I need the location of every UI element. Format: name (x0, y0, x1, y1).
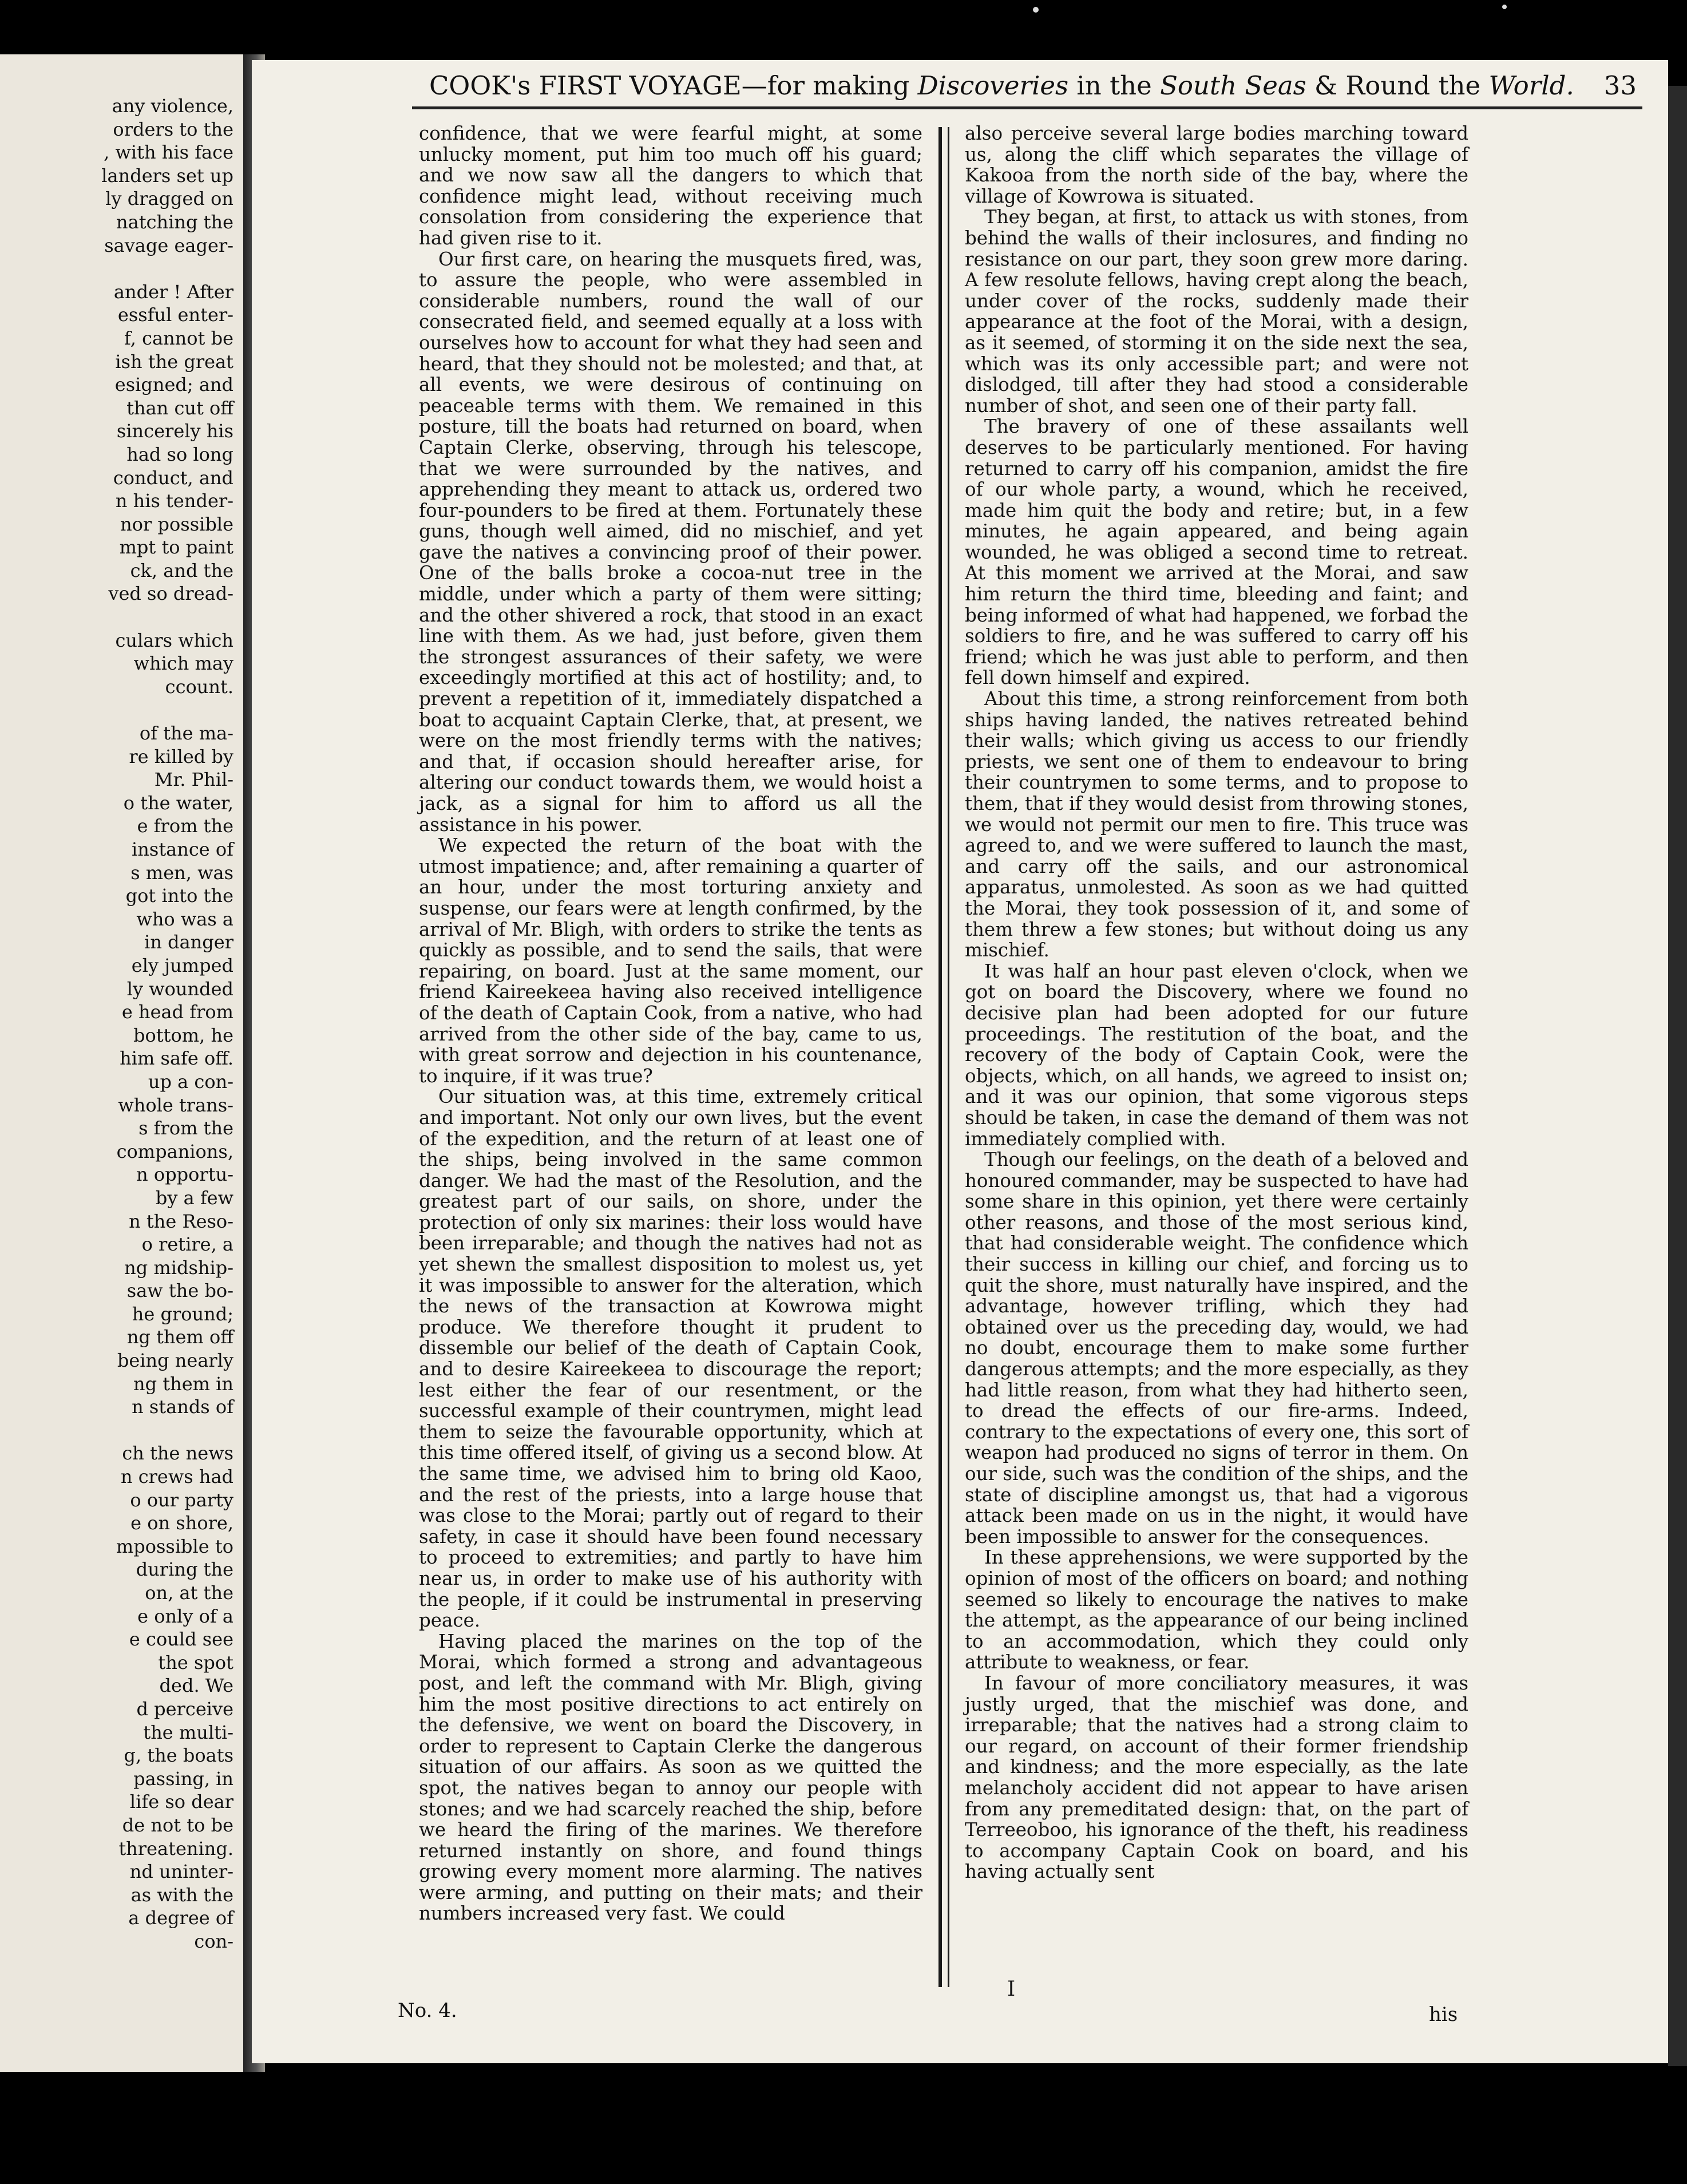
title-italic: World. (1488, 70, 1574, 101)
scan-speck (1502, 5, 1507, 9)
paragraph: also perceive several large bodies marching toward us, along the cliff which separates the village of Kakooa from the north side of the bay, where the village of Kowrowa is situated. (965, 122, 1468, 207)
paragraph: The bravery of one of these assailants well deserves to be particularly mentioned. For having returned to carry off his companion, amidst the fire of our whole party, a wound, which he received, made him quit the body and retire; but, in a few minutes, he again appeared, and being again wounded, he was obliged a second time to retreat. At this moment we arrived at the Morai, and saw him return the third time, bleeding and faint; and being informed of what had happened, we forbad the soldiers to fire, and he was suffered to carry off his friend; which he was just able to perform, and then fell down himself and expired. (965, 416, 1468, 689)
left-text-column (419, 123, 922, 1924)
signature-mark: I (1007, 1977, 1016, 2001)
title-text: in the (1068, 70, 1161, 101)
title-italic: Discoveries (917, 70, 1069, 101)
title-text: COOK's FIRST VOYAGE—for making (429, 70, 918, 101)
page-number: 33 (1603, 70, 1637, 101)
scan-speck (1033, 7, 1039, 13)
paragraph: Though our feelings, on the death of a beloved and honoured commander, may be suspected to have had some share in this opinion, yet there were certainly other reasons, and those of the most serious kind, that had considerable weight. The confidence which their success in killing our chief, and forcing us to quit the shore, must naturally have inspired, and the advantage, however trifling, which they had obtained over us the preceding day, would, we had no doubt, encourage them to make some further dangerous attempts; and the more especially, as they had little reason, from what they had hitherto seen, to dread the effects of our fire-arms. Indeed, contrary to the expectations of every one, this sort of weapon had produced no signs of terror in them. On our side, such was the condition of the ships, and the state of discipline amongst us, that had a vigorous attack been made on us in the night, it would have been impossible to answer for the consequences. (965, 1149, 1468, 1548)
header-rule (412, 106, 1642, 109)
paragraph: It was half an hour past eleven o'clock, when we got on board the Discovery, where we found no decisive plan had been adopted for our future proceedings. The restitution of the boat, and the recovery of the body of Captain Cook, were the objects, which, on all hands, we agreed to insist on; and it was our opinion, that some vigorous steps should be taken, in case the demand of them was not immediately complied with. (965, 960, 1468, 1150)
column-divider (938, 127, 942, 1987)
title-italic: South Seas (1160, 70, 1306, 101)
running-title (429, 70, 1574, 101)
facing-page-text: any violence, orders to the , with his face landers set up ly dragged on natching the savage eager- ander ! After essful enter- f, cannot be ish the great esigned; and than cut off sincerely his had so long conduct, and n his tender- nor possible mpt to paint ck, and the ved so dread- culars which which may ccount. of the ma- re killed by Mr. Phil- o the water, e from the instance of s men, was got into the who was a in danger ely jumped ly wounded e head from bottom, he him safe off. up a con- whole trans- s from the companions, n opportu- by a few n the Reso- o retire, a ng midship- saw the bo- he ground; ng them off being nearly ng them in n stands of ch the news n crews had o our party e on shore, mpossible to during the on, at the e only of a e could see the spot ded. We d perceive the multi- g, the boats passing, in life so dear de not to be threatening. nd uninter- as with the a degree of con- (101, 95, 233, 1952)
paragraph: About this time, a strong reinforcement from both ships having landed, the natives retreated behind their walls; which giving us access to our friendly priests, we sent one of them to endeavour to bring their countrymen to some terms, and to propose to them, that if they would desist from throwing stones, we would not permit our men to fire. This truce was agreed to, and we were suffered to launch the mast, and carry off the sails, and our astronomical apparatus, unmolested. As soon as we had quitted the Morai, they took possession of it, and some of them threw a few stones; but without doing us any mischief. (965, 688, 1468, 962)
paragraph: In favour of more conciliatory measures, it was justly urged, that the mischief was done, and irreparable; that the natives had a strong claim to our regard, on account of their former friendship and kindness; and the more especially, as the late melancholy accident did not appear to have arisen from any premeditated design: that, on the part of Terreeoboo, his ignorance of the theft, his readiness to accompany Captain Cook on board, and his having actually sent (965, 1672, 1468, 1883)
paragraph: Our situation was, at this time, extremely critical and important. Not only our own lives, but the event of the expedition, and the return of at least one of the ships, being involved in the same common danger. We had the mast of the Resolution, and the greatest part of our sails, on shore, under the protection of only six marines: their loss would have been irreparable; and though the natives had not as yet shewn the smallest disposition to molest us, yet it was impossible to answer for the alteration, which the news of the transaction at Kowrowa might produce. We therefore thought it prudent to dissemble our belief of the death of Captain Cook, and to desire Kaireekeea to discourage the report; lest either the fear of our resentment, or the successful example of their countrymen, might lead them to seize the favourable opportunity, which at this time offered itself, of giving us a second blow. At the same time, we advised him to bring old Kaoo, and the rest of the priests, into a large house that was close to the Morai; partly out of regard to their safety, in case it should have been found necessary to proceed to extremities; and partly to have him near us, in order to make use of his authority with the people, if it could be instrumental in preserving peace. (419, 1086, 922, 1632)
paragraph: In these apprehensions, we were supported by the opinion of most of the officers on board; and nothing seemed so likely to encourage the natives to make the attempt, as the appearance of our being inclined to an accommodation, which they could only attribute to weakness, or fear. (965, 1546, 1468, 1673)
title-text: & Round the (1306, 70, 1489, 101)
paragraph: They began, at first, to attack us with stones, from behind the walls of their inclosures, and finding no resistance on our part, they soon grew more daring. A few resolute fellows, having crept along the beach, under cover of the rocks, suddenly made their appearance at the foot of the Morai, with a design, as it seemed, of storming it on the side next the sea, which was its only accessible part; and were not dislodged, till after they had stood a considerable number of shot, and seen one of their party fall. (965, 206, 1468, 417)
running-header (429, 70, 1637, 110)
paragraph: Having placed the marines on the top of the Morai, which formed a strong and advantageous post, and left the command with Mr. Bligh, giving him the most positive directions to act entirely on the defensive, we went on board the Discovery, in order to represent to Captain Clerke the dangerous situation of our affairs. As soon as we quitted the spot, the natives began to annoy our people with stones; and we had scarcely reached the ship, before we heard the firing of the marines. We therefore returned instantly on shore, and found things growing every moment more alarming. The natives were arming, and putting on their mats; and their numbers increased very fast. We could (419, 1630, 922, 1925)
column-divider (948, 127, 949, 1987)
catchword: his (1429, 2003, 1458, 2026)
paragraph: confidence, that we were fearful might, at some unlucky moment, put him too much off his guard; and we now saw all the dangers to which that confidence might lead, without receiving much consolation from considering the experience that had given rise to it. (419, 122, 922, 249)
facing-page-fragment (0, 54, 243, 2072)
paragraph: We expected the return of the boat with the utmost impatience; and, after remaining a quarter of an hour, under the most torturing anxiety and suspense, our fears were at length confirmed, by the arrival of Mr. Bligh, with orders to strike the tents as quickly as possible, and to send the sails, that were repairing, on board. Just at the same moment, our friend Kaireekeea having also received intelligence of the death of Captain Cook, from a native, who had arrived from the other side of the bay, came to us, with great sorrow and dejection in his countenance, to inquire, if it was true? (419, 834, 922, 1087)
paragraph: Our first care, on hearing the musquets fired, was, to assure the people, who were assembled in considerable numbers, round the wall of our consecrated field, and seemed equally at a loss with ourselves how to account for what they had seen and heard, that they should not be molested; and that, at all events, we were desirous of continuing on peaceable terms with them. We remained in this posture, till the boats had returned on board, when Captain Clerke, observing, through his telescope, that we were surrounded by the natives, and apprehending they meant to attack us, ordered two four-pounders to be fired at them. Fortunately these guns, though well aimed, did no mischief, and yet gave the natives a convincing proof of their power. One of the balls broke a cocoa-nut tree in the middle, under which a party of them were sitting; and the other shivered a rock, that stood in an exact line with them. As we had, just before, given them the strongest assurances of their safety, we were exceedingly mortified at this act of hostility; and, to prevent a repetition of it, immediately dispatched a boat to acquaint Captain Clerke, that, at present, we were on the most friendly terms with the natives; and that, if occasion should hereafter arise, for altering our conduct towards them, we would hoist a jack, as a signal for him to afford us all the assistance in his power. (419, 248, 922, 836)
page-edge-shadow (1668, 86, 1687, 2066)
right-text-column (965, 123, 1468, 1882)
issue-number: No. 4. (398, 1999, 457, 2022)
